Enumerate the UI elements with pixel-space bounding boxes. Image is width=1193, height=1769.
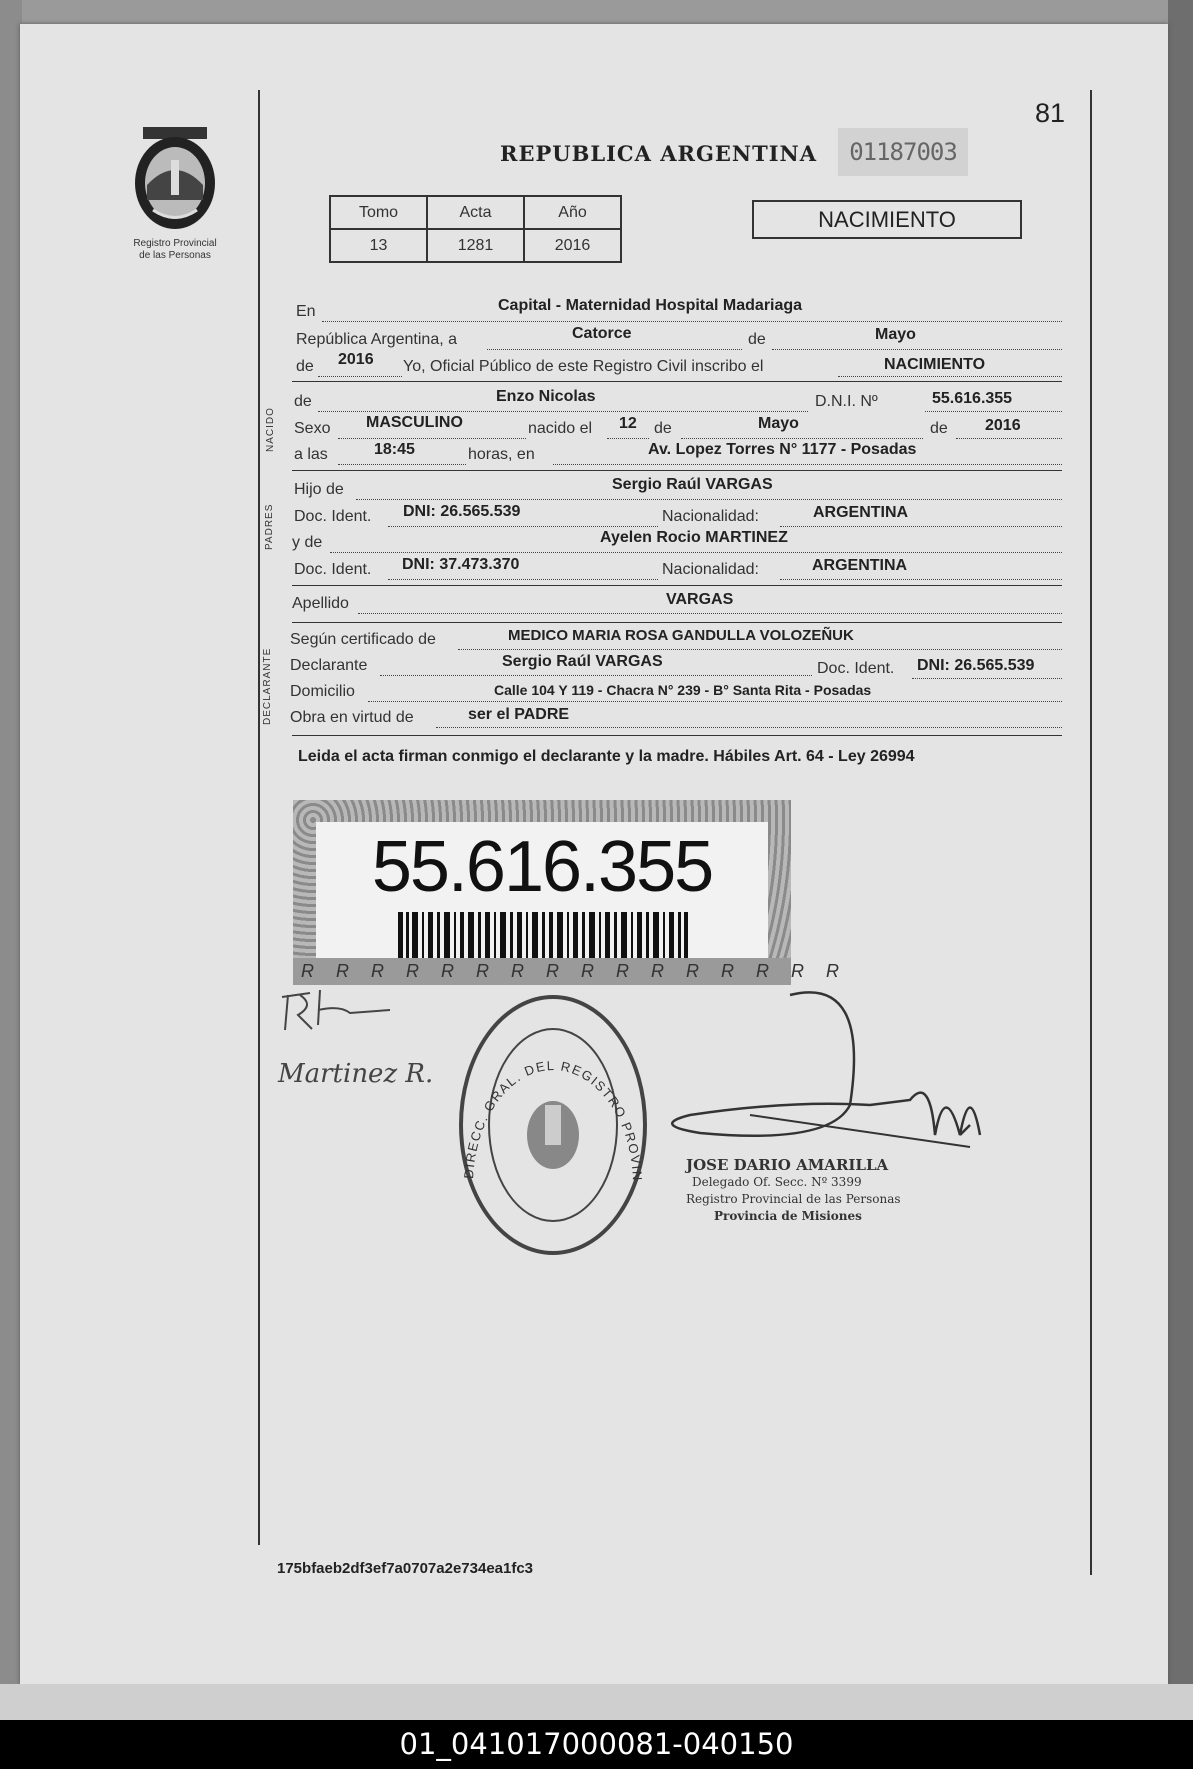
label-doc-father: Doc. Ident. [294, 508, 372, 525]
birth-address: Av. Lopez Torres N° 1177 - Posadas [648, 441, 917, 458]
dotline-child-dni [925, 411, 1062, 412]
surname: VARGAS [666, 591, 734, 608]
dotline-father-name [356, 499, 1062, 500]
certificate-issuer: MEDICO MARIA ROSA GANDULLA VOLOZEÑUK [508, 627, 854, 644]
dotline-mother-name [330, 552, 1062, 553]
dotline-child-name [318, 411, 808, 412]
label-sexo: Sexo [294, 420, 331, 437]
birth-year: 2016 [985, 417, 1021, 434]
left-margin-line [258, 90, 260, 1545]
header-anio: Año [524, 196, 621, 229]
label-de-year: de [296, 358, 314, 375]
provincial-registry-logo [125, 125, 225, 235]
section-label-declarante: DECLARANTE [262, 647, 273, 725]
label-domicilio: Domicilio [290, 683, 355, 700]
label-de-birth-month: de [654, 420, 672, 437]
label-nationality-mother: Nacionalidad: [662, 561, 759, 578]
label-apellido: Apellido [292, 595, 349, 612]
background-right [1168, 0, 1193, 1720]
label-nationality-father: Nacionalidad: [662, 508, 759, 525]
officer-province: Provincia de Misiones [714, 1209, 862, 1223]
sticker-pattern-band: RRRRRRRRRRRRRRRR [293, 958, 791, 985]
label-republica: República Argentina, a [296, 331, 457, 348]
registration-month: Mayo [875, 326, 916, 343]
mother-handwritten-name: Martinez R. [278, 1059, 434, 1089]
father-name: Sergio Raúl VARGAS [612, 476, 773, 493]
label-de-birth-year: de [930, 420, 948, 437]
right-margin-line [1090, 90, 1092, 1575]
label-nacido-el: nacido el [528, 420, 593, 437]
child-sex: MASCULINO [366, 414, 463, 431]
label-dni: D.N.I. Nº [815, 393, 878, 410]
label-horas-en: horas, en [468, 446, 535, 463]
birth-day: 12 [619, 415, 637, 432]
barcode-icon [398, 912, 688, 960]
dotline-father-doc [388, 526, 658, 527]
document-hash: 175bfaeb2df3ef7a0707a2e734ea1fc3 [277, 1560, 534, 1577]
dotline-birth-year [956, 438, 1062, 439]
divider-3 [292, 585, 1062, 586]
dotline-declarant-name [380, 675, 812, 676]
label-doc-mother: Doc. Ident. [294, 561, 372, 578]
logo-caption-line1: Registro Provincial [133, 238, 217, 249]
seal-text: DIRECC. GRAL. DEL REGISTRO PROVIN [461, 1057, 646, 1183]
dotline-act-type [838, 376, 1062, 377]
registration-year: 2016 [338, 351, 374, 368]
dotline-birth-address [553, 464, 1062, 465]
serial-number: 01187003 [838, 128, 968, 176]
officer-signature [672, 992, 980, 1135]
label-obra: Obra en virtud de [290, 709, 414, 726]
declarant-capacity: ser el PADRE [468, 706, 570, 723]
value-anio: 2016 [524, 229, 621, 262]
dotline-year [318, 376, 402, 377]
sticker-dni-number: 55.616.355 [371, 827, 713, 907]
birth-time: 18:45 [374, 441, 415, 458]
officer-title: Delegado Of. Secc. Nº 3399 [692, 1175, 862, 1189]
child-dni: 55.616.355 [932, 390, 1013, 407]
logo-caption [110, 238, 240, 262]
mother-name: Ayelen Rocio MARTINEZ [600, 529, 788, 546]
bottom-paper-strip [0, 1684, 1193, 1720]
dotline-certificate [458, 649, 1062, 650]
label-declarante: Declarante [290, 657, 368, 674]
document-type-box: NACIMIENTO [752, 200, 1022, 239]
register-table [329, 195, 622, 263]
label-y-de: y de [292, 534, 323, 551]
dotline-month [772, 349, 1062, 350]
section-label-nacido: NACIDO [265, 407, 276, 452]
dotline-capacity [436, 727, 1062, 728]
dni-sticker [293, 800, 861, 985]
country-heading: REPUBLICA ARGENTINA [500, 141, 818, 166]
officer-name: JOSE DARIO AMARILLA [686, 1156, 889, 1174]
divider-4 [292, 622, 1062, 623]
dotline-mother-nationality [780, 579, 1062, 580]
divider-1 [292, 381, 1062, 382]
declarant-name: Sergio Raúl VARGAS [502, 653, 663, 670]
declarant-doc: DNI: 26.565.539 [917, 657, 1035, 674]
closing-statement: Leida el acta firman conmigo el declarante y la madre. Hábiles Art. 64 - Ley 26994 [298, 748, 915, 765]
dotline-father-nationality [780, 526, 1062, 527]
label-doc-declarant: Doc. Ident. [817, 660, 895, 677]
officer-registry: Registro Provincial de las Personas [686, 1192, 901, 1206]
header-tomo: Tomo [330, 196, 427, 229]
label-hijo-de: Hijo de [294, 481, 344, 498]
dotline-declarant-doc [912, 678, 1062, 679]
father-nationality: ARGENTINA [813, 504, 909, 521]
register-table-value-row [330, 229, 621, 262]
dotline-birth-day [607, 438, 649, 439]
dotline-surname [358, 613, 1062, 614]
value-acta: 1281 [427, 229, 524, 262]
dotline-birth-month [681, 438, 923, 439]
value-tomo: 13 [330, 229, 427, 262]
birth-month: Mayo [758, 415, 799, 432]
dotline-address [368, 701, 1062, 702]
dotline-birth-time [338, 464, 466, 465]
dni-sticker-label [316, 822, 768, 960]
label-de-month: de [748, 331, 766, 348]
divider-5 [292, 735, 1062, 736]
divider-2 [292, 470, 1062, 471]
declarant-address: Calle 104 Y 119 - Chacra N° 239 - B° Santa Rita - Posadas [494, 682, 872, 698]
registration-day: Catorce [572, 325, 632, 342]
background-left [0, 0, 22, 1720]
logo-caption-line2: de las Personas [139, 250, 211, 261]
dotline-mother-doc [388, 579, 658, 580]
father-doc: DNI: 26.565.539 [403, 503, 521, 520]
act-type: NACIMIENTO [884, 356, 986, 373]
officer-statement: Yo, Oficial Público de este Registro Civil inscribo el [403, 358, 764, 375]
dotline-sex [338, 438, 526, 439]
register-table-header-row [330, 196, 621, 229]
officer-stamp [686, 1157, 916, 1225]
footer-file-id: 01_041017000081-040150 [0, 1720, 1193, 1769]
child-name: Enzo Nicolas [496, 388, 596, 405]
page-number: 81 [1035, 98, 1066, 128]
initials-signature [282, 990, 390, 1030]
coat-of-arms-icon [125, 125, 225, 235]
official-seal [461, 997, 645, 1253]
birth-place: Capital - Maternidad Hospital Madariaga [498, 297, 803, 314]
label-a-las: a las [294, 446, 328, 463]
dotline-day [487, 349, 742, 350]
label-segun-certificado: Según certificado de [290, 631, 436, 648]
label-en: En [296, 303, 316, 320]
mother-doc: DNI: 37.473.370 [402, 556, 520, 573]
dotline-place [322, 321, 1062, 322]
label-de-child: de [294, 393, 312, 410]
mother-nationality: ARGENTINA [812, 557, 908, 574]
section-label-padres: PADRES [264, 503, 275, 550]
header-acta: Acta [427, 196, 524, 229]
